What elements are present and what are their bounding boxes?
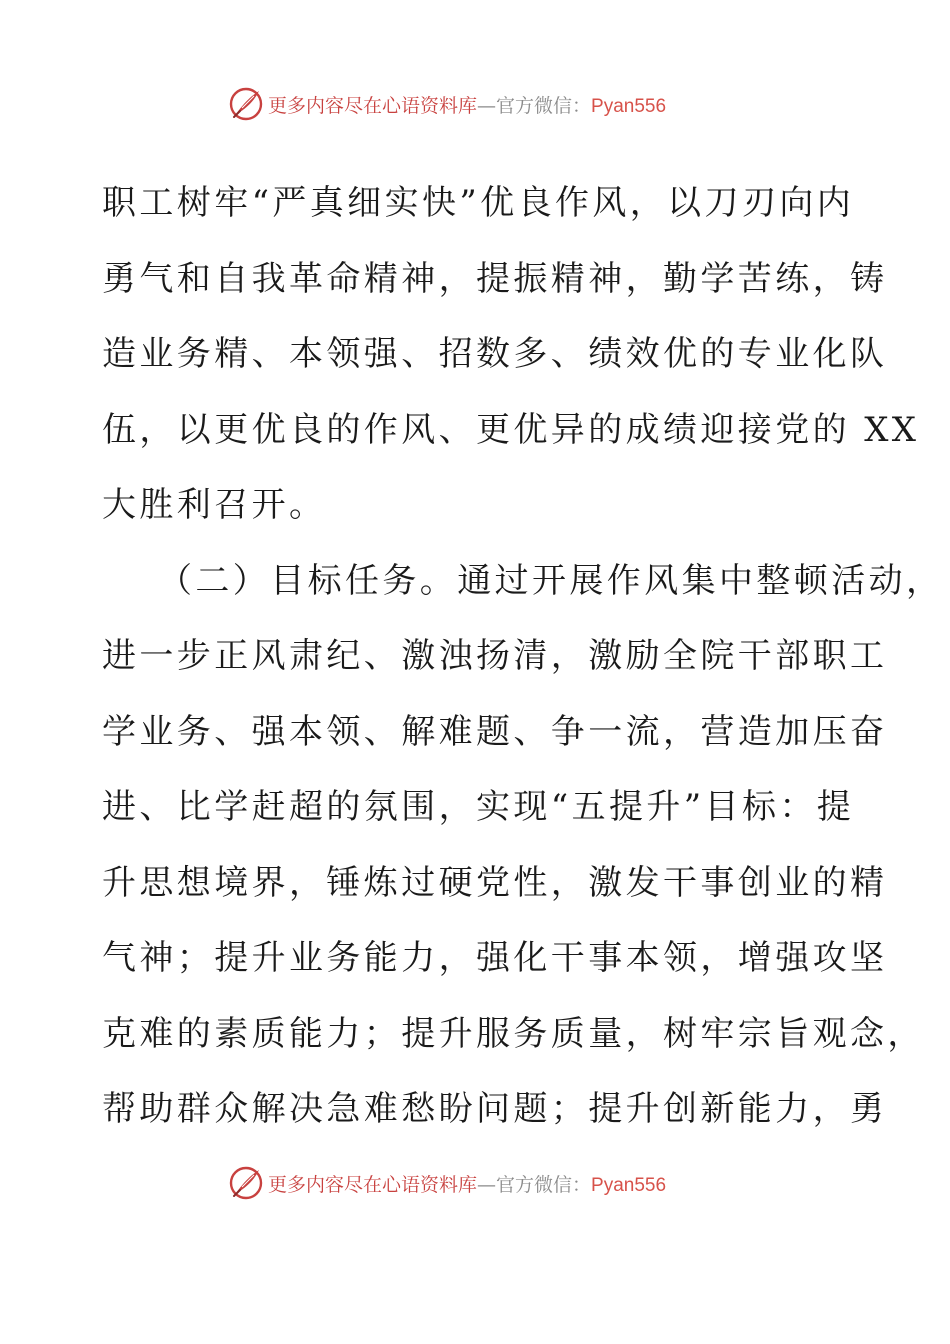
header-banner-separator: — (477, 94, 497, 117)
section-heading-line: （二）目标任务。通过开展作风集中整顿活动， (158, 560, 944, 601)
body-line: 帮助群众解决急难愁盼问题；提升创新能力，勇 (102, 1089, 888, 1129)
footer-banner-title: 更多内容尽在心语资料库 (268, 1173, 478, 1196)
header-banner-title: 更多内容尽在心语资料库 (268, 94, 478, 117)
body-line: 伍，以更优良的作风、更优异的成绩迎接党的 XX (102, 409, 920, 450)
quill-pen-logo-icon (228, 1165, 264, 1201)
footer-banner-separator: — (477, 1173, 497, 1196)
body-line: 大胜利召开。 (102, 485, 327, 525)
body-line: 学业务、强本领、解难题、争一流，营造加压奋 (102, 711, 888, 752)
header-wechat-id: Pyan556 (591, 95, 667, 117)
body-line: 勇气和自我革命精神，提振精神，勤学苦练，铸 (102, 258, 888, 299)
footer-wechat-id: Pyan556 (591, 1174, 667, 1196)
body-line: 职工树牢“严真细实快”优良作风，以刀刃向内 (102, 183, 855, 223)
header-banner-text (268, 91, 666, 118)
header-wechat-label: 官方微信： (496, 94, 592, 117)
body-line: 升思想境界，锤炼过硬党性，激发干事创业的精 (102, 862, 888, 903)
footer-wechat-label: 官方微信： (496, 1173, 592, 1196)
body-line: 克难的素质能力；提升服务质量，树牢宗旨观念， (102, 1013, 925, 1054)
quill-pen-logo-icon (228, 86, 264, 122)
body-line: 进、比学赶超的氛围，实现“五提升”目标：提 (102, 787, 855, 827)
footer-banner-text (268, 1170, 666, 1197)
body-line: 造业务精、本领强、招数多、绩效优的专业化队 (102, 334, 888, 374)
header-banner (228, 84, 666, 124)
body-line: 气神；提升业务能力，强化干事本领，增强攻坚 (102, 938, 888, 978)
footer-banner (228, 1163, 666, 1203)
body-line: 进一步正风肃纪、激浊扬清，激励全院干部职工 (102, 636, 888, 676)
document-body (102, 166, 944, 1148)
